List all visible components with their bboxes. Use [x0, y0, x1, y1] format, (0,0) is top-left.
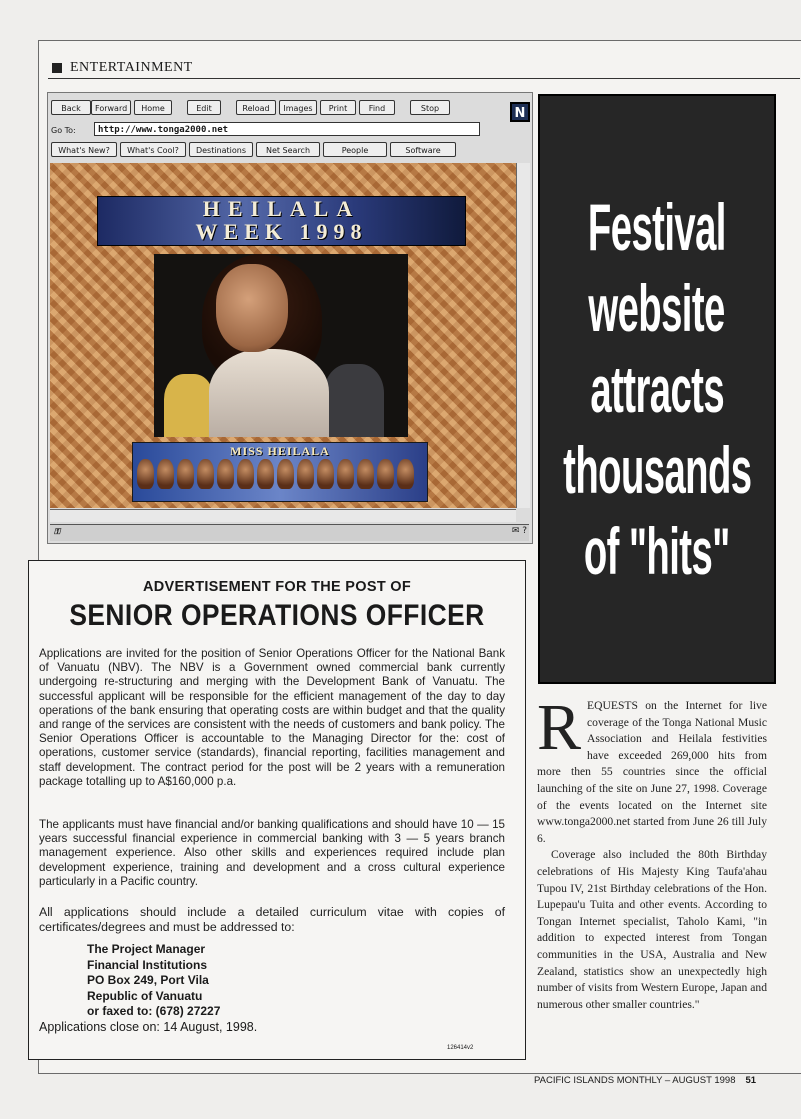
address-line: The Project Manager — [87, 942, 206, 956]
headline-line: attracts — [590, 351, 724, 426]
address-line: Republic of Vanuatu — [87, 988, 203, 1003]
headline-box — [538, 94, 776, 684]
banner-subtitle: WEEK 1998 — [195, 219, 368, 244]
software-button[interactable]: Software — [390, 142, 456, 157]
forward-button[interactable]: Forward — [91, 100, 131, 115]
ad-paragraph: The applicants must have financial and/or banking qualifications and should have 10 — 15 years successful financial experience in commercial banking with 3 — 5 years branch management experience. Also other skills and experiences required include plan development experience, training and development and a cross cultural experience particularly in a Pacific country. — [39, 818, 505, 888]
contestant-face — [357, 459, 374, 489]
contestant-face — [237, 459, 254, 489]
advertisement-box — [28, 560, 526, 1060]
edit-button[interactable]: Edit — [187, 100, 221, 115]
security-key-icon: ⚿ — [54, 527, 61, 536]
photo-figure — [164, 374, 214, 437]
navigation-toolbar — [51, 100, 450, 115]
reload-button[interactable]: Reload — [236, 100, 276, 115]
contestant-face — [317, 459, 334, 489]
miss-heilala-title: MISS HEILALA — [230, 444, 330, 458]
ad-kicker: ADVERTISEMENT FOR THE POST OF — [142, 579, 412, 595]
stop-button[interactable]: Stop — [410, 100, 450, 115]
contestant-faces — [137, 459, 414, 489]
contestant-face — [157, 459, 174, 489]
horizontal-scrollbar[interactable] — [50, 509, 516, 522]
net-search-button[interactable]: Net Search — [256, 142, 320, 157]
festival-photo — [154, 254, 408, 437]
banner-title: HEILALA — [202, 196, 361, 221]
print-button[interactable]: Print — [320, 100, 356, 115]
whats-new-button[interactable]: What's New? — [51, 142, 117, 157]
section-rule — [48, 78, 800, 79]
photo-face — [216, 264, 288, 352]
contestant-face — [217, 459, 234, 489]
contestant-face — [337, 459, 354, 489]
goto-label: Go To: — [51, 126, 76, 135]
home-button[interactable]: Home — [134, 100, 172, 115]
headline-line: Festival — [588, 189, 726, 264]
section-label: ENTERTAINMENT — [70, 60, 193, 75]
ad-paragraph: Applications are invited for the position of Senior Operations Officer for the National Bank of Vanuatu (NBV). The NBV is a Government owned commercial bank currently undergoing re-structuring and merging with the Development Bank of Vanuatu. The successful applicant will be responsible for the efficient management of the day to day operations of the bank ensuring that operating costs are within budget and that the quality and range of the services are consistent with the needs of customers and bank policy. The Senior Operations Officer is accountable to the Managing Director for the: cost of operations, customer service (standards), financial reporting, facilities management and staff development. The contract period for the post will be 2 years with a remuneration package totalling up to A$160,000 p.a. — [39, 647, 505, 788]
ad-closing-date: Applications close on: 14 August, 1998. — [39, 1020, 258, 1034]
address-line: or faxed to: (678) 27227 — [87, 1004, 221, 1018]
images-button[interactable]: Images — [279, 100, 317, 115]
ad-address — [87, 942, 220, 1020]
ad-paragraph: All applications should include a detailed curriculum vitae with copies of certificates/degrees and must be addressed to: — [39, 905, 505, 934]
whats-cool-button[interactable]: What's Cool? — [120, 142, 186, 157]
status-bar — [50, 524, 529, 541]
address-line: Financial Institutions — [87, 957, 208, 972]
destinations-button[interactable]: Destinations — [189, 142, 253, 157]
miss-heilala-banner — [132, 442, 428, 502]
article-text: EQUESTS on the Internet for live coverage of the Tonga National Music Association and Heilala festivities have exceeded 269,000 hits from more then 55 countries since the official launching of the site on June 27, 1998. Coverage of the events located on the Internet site www.tonga2000.net started from June 26 till July 6. — [537, 699, 767, 845]
section-square-icon — [52, 63, 62, 73]
headline-line: thousands — [562, 432, 752, 507]
address-line: PO Box 249, Port Vila — [87, 973, 209, 987]
contestant-face — [397, 459, 414, 489]
mail-icon[interactable]: ✉ ? — [511, 526, 527, 536]
article-paragraph: Coverage also included the 80th Birthday celebrations of His Majesty King Taufa'ahau Tupou IV, 21st Birthday celebrations of the Hon. Lupepau'u Tuita and other events. According to Tongan Internet specialist, Taholo Kami, "in addition to expected interest from Tongan communities in the USA, Australia and New Zealand, statistics show an unexpectedly high number of visits from Western Europe, Japan and numerous other smaller countries." — [537, 848, 767, 1011]
photo-figure — [324, 364, 384, 437]
publication-label: PACIFIC ISLANDS MONTHLY – AUGUST 1998 — [534, 1075, 736, 1086]
ad-title: SENIOR OPERATIONS OFFICER — [69, 599, 485, 632]
page-footer — [534, 1075, 756, 1086]
back-button[interactable]: Back — [51, 100, 91, 115]
contestant-face — [177, 459, 194, 489]
headline-line: website — [588, 270, 726, 345]
article-paragraph — [537, 691, 767, 847]
browser-logo-icon: N — [510, 102, 530, 122]
contestant-face — [377, 459, 394, 489]
section-header — [52, 60, 193, 76]
drop-cap: R — [537, 691, 582, 764]
contestant-face — [257, 459, 274, 489]
contestant-face — [137, 459, 154, 489]
contestant-face — [197, 459, 214, 489]
page-number: 51 — [745, 1075, 757, 1086]
vertical-scrollbar[interactable] — [516, 163, 530, 508]
find-button[interactable]: Find — [359, 100, 395, 115]
directory-toolbar — [51, 142, 456, 157]
contestant-face — [277, 459, 294, 489]
url-field[interactable]: http://www.tonga2000.net — [94, 122, 480, 136]
web-content-pane — [50, 163, 516, 508]
heilala-week-banner — [97, 196, 466, 246]
ad-code: 126414v2 — [447, 1045, 474, 1051]
headline-line: of "hits" — [584, 513, 730, 588]
people-button[interactable]: People — [323, 142, 387, 157]
article-body — [537, 691, 767, 1013]
contestant-face — [297, 459, 314, 489]
browser-window — [47, 92, 533, 544]
photo-dress — [209, 349, 329, 437]
